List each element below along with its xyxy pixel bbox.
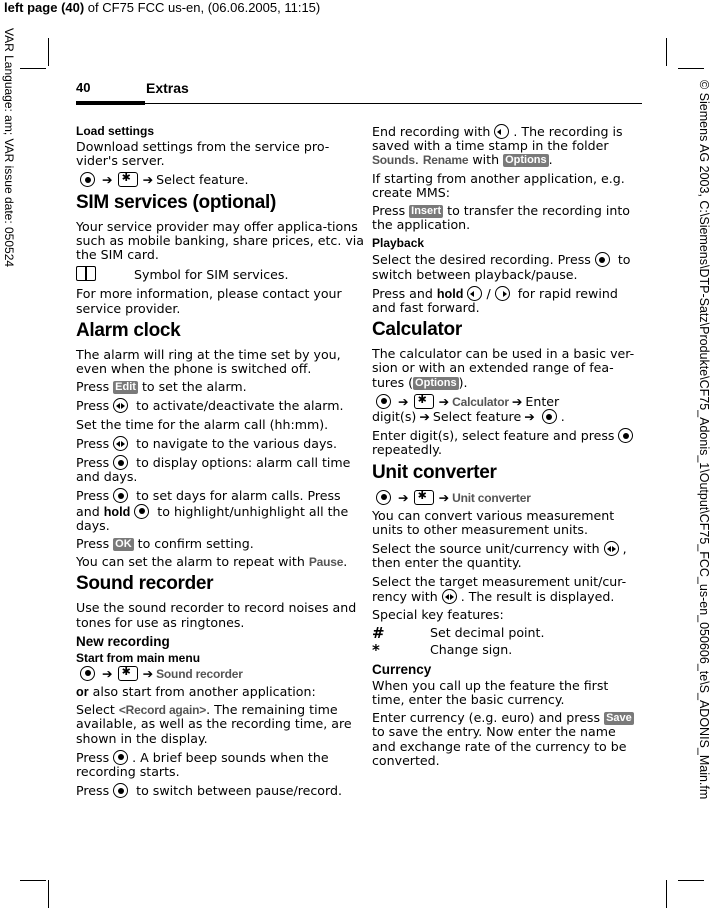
unit-source (372, 541, 640, 570)
alarm-p8-text: You can set the alarm to repeat with (76, 554, 305, 570)
alarm-p1 (76, 380, 366, 394)
joystick-center-icon (618, 428, 633, 443)
menu-extras-icon (414, 490, 434, 505)
alarm-clock-heading: Alarm clock (76, 319, 181, 341)
page-title: Extras (146, 80, 189, 96)
side-note-left-text: VAR Language: am; VAR issue date: 050524 (2, 28, 16, 268)
arrow-icon: ➔ (438, 393, 450, 409)
alarm-p5-pre: Press (76, 455, 110, 471)
sim-card-icon (76, 266, 96, 281)
joystick-center-icon (376, 490, 391, 505)
alarm-p5-post: to display options: alarm call time and days. (76, 455, 351, 485)
alarm-p6 (76, 488, 366, 533)
joystick-left-right-icon (113, 436, 128, 451)
crop-mark (20, 68, 46, 69)
calc-nav-enter: Enter digit(s) (372, 393, 560, 425)
arrow-icon: ➔ (142, 172, 154, 188)
sim-services-heading: SIM services (optional) (76, 191, 277, 213)
alarm-p2-post: to activate/deactivate the alarm. (132, 398, 344, 414)
alarm-p6-post: to set days for alarm calls. Press and (76, 488, 341, 519)
print-header (4, 0, 320, 15)
special-keys: Special key features: (372, 607, 504, 623)
new-recording-heading: New recording (76, 633, 170, 649)
calc-nav: ➔✱ ➔ Calculator ➔ Enter digit(s) ➔ Select feature ➔ . (372, 394, 640, 424)
header-bold: left page (40) (4, 0, 85, 15)
load-settings-heading: Load settings (76, 124, 155, 138)
alarm-p4 (76, 436, 366, 451)
crop-mark (20, 880, 46, 881)
save-key: Save (606, 712, 632, 725)
header-rule-thick (76, 101, 145, 105)
side-note-left (2, 28, 18, 628)
alarm-p7-pre: Press (76, 536, 114, 552)
load-nav-text: Select feature. (156, 172, 249, 188)
sim-symbol-row (76, 266, 366, 284)
end-rec-pre: End recording with (372, 124, 491, 139)
alarm-p1-pre: Press (76, 379, 114, 395)
alarm-text: The alarm will ring at the time set by you, even when the phone is switched off. (76, 346, 341, 377)
sim-more: For more information, please contact your service provider. (76, 286, 342, 316)
edit-key: Edit (115, 381, 136, 394)
arrow-icon: ➔ (438, 489, 450, 505)
press-hold (372, 286, 640, 315)
menu-extras-icon (118, 172, 138, 187)
arrow-icon: ➔ (524, 409, 535, 425)
crop-mark (678, 68, 704, 69)
crop-mark (678, 880, 704, 881)
press-switch-post: to switch between pause/record. (132, 783, 342, 799)
currency-heading: Currency (372, 661, 432, 677)
calc-enter (372, 428, 640, 457)
press-beep-post: . A brief beep sounds when the recording starts. (76, 749, 329, 780)
crop-mark (666, 880, 667, 908)
or-bold: or (76, 685, 89, 700)
header-rule (145, 103, 642, 104)
left-column (76, 124, 366, 803)
load-nav (76, 172, 366, 187)
end-rec-post: . The recording is saved with a time stamp in the folder (372, 124, 623, 154)
hold-label: hold (436, 286, 464, 301)
alarm-p8-end: . (343, 554, 348, 570)
sound-text: Use the sound recorder to record noises and tones for use as ringtones. (76, 600, 357, 630)
arrow-icon: ➔ (398, 489, 409, 505)
header-text: of CF75 FCC us-en, (06.06.2005, 11:15) (84, 0, 321, 15)
feature-row (372, 624, 640, 643)
joystick-center-icon (80, 172, 95, 187)
alarm-p6-pre: Press (76, 488, 110, 504)
options-key: Options (505, 154, 547, 167)
unit-converter-nav-label: Unit converter (452, 490, 531, 505)
arrow-icon: ➔ (419, 409, 430, 425)
select-record (76, 703, 366, 746)
select-post: . The remaining time available, as well as the recording time, are shown in the display. (76, 702, 352, 746)
unit-source-pre: Select the source unit/currency with (372, 541, 600, 557)
currency-enter (372, 711, 640, 768)
load-settings-text: Download settings from the service pro-vider's server. (76, 139, 330, 169)
crop-mark (666, 38, 667, 66)
calculator-nav-label: Calculator (452, 394, 509, 409)
side-note-right (697, 80, 713, 910)
press-switch (76, 783, 366, 798)
joystick-center-icon (542, 409, 557, 424)
alarm-p2 (76, 398, 366, 413)
alarm-p7 (76, 537, 366, 551)
ok-key: OK (115, 538, 132, 551)
sounds-dot: . (414, 152, 419, 168)
joystick-center-icon (113, 783, 128, 798)
joystick-center-icon (134, 504, 149, 519)
joystick-center-icon (80, 666, 95, 681)
press-hold-post: for rapid rewind and fast forward. (372, 285, 618, 316)
unit-source-post: , then enter the quantity. (372, 541, 627, 571)
currency-enter-post: to save the entry. Now enter the name and exchange rate of the currency to be converted. (372, 724, 627, 768)
arrow-icon: ➔ (142, 665, 154, 681)
side-note-right-text: © Siemens AG 2003, C:\Siemens\DTP-Satz\Produkte\CF75_Adonis_1\Output\CF75_FCC_us-en_050606_te\S_ADONIS_Main.fm (697, 80, 711, 800)
calc-nav-select: Select feature (432, 409, 522, 425)
calculator-heading: Calculator (372, 319, 462, 341)
sounds-label: Sounds (372, 153, 415, 168)
select-pre: Select (76, 702, 119, 718)
calc-enter-post: repeatedly. (372, 442, 442, 458)
page-number: 40 (76, 80, 91, 95)
joystick-right-icon (495, 286, 510, 301)
right-column (372, 124, 640, 772)
calc-text-end: ). (458, 374, 468, 390)
end-period: . (548, 152, 553, 168)
playback-post: to switch between playback/pause. (372, 252, 631, 282)
arrow-icon: ➔ (398, 393, 409, 409)
sound-recorder-heading: Sound recorder (76, 573, 214, 595)
sound-nav-label: Sound recorder (156, 666, 243, 681)
joystick-center-icon (595, 252, 610, 267)
menu-extras-icon (414, 394, 434, 409)
end-recording (372, 124, 640, 168)
joystick-left-icon (467, 286, 482, 301)
arrow-icon: ➔ (511, 393, 523, 409)
currency-enter-pre: Enter currency (e.g. euro) and press (372, 710, 605, 726)
calc-text (372, 347, 640, 390)
press-hold-pre: Press and (372, 285, 437, 301)
calc-text-body: The calculator can be used in a basic ver-sion or with an extended range of fea-tures ( (372, 346, 635, 390)
joystick-center-icon (376, 394, 391, 409)
press-beep (76, 750, 366, 779)
alarm-p3: Set the time for the alarm call (hh:mm). (76, 416, 329, 432)
alarm-p1-post: to set the alarm. (137, 379, 247, 395)
alarm-p7-post: to confirm setting. (133, 536, 254, 552)
unit-target (372, 575, 640, 604)
or-text (76, 685, 366, 699)
insert-key: Insert (411, 205, 442, 218)
options-key: Options (415, 376, 457, 389)
alarm-p2-pre: Press (76, 398, 110, 414)
arrow-icon: ➔ (102, 665, 113, 681)
joystick-left-icon (494, 124, 509, 139)
feature-text: Change sign. (430, 642, 513, 658)
slash: / (486, 285, 491, 301)
joystick-left-right-icon (113, 398, 128, 413)
hold-label: hold (103, 504, 131, 519)
record-again-label: <Record again> (118, 703, 207, 718)
arrow-icon: ➔ (102, 172, 113, 188)
unit-text: You can convert various measurement units to other measurement units. (372, 507, 615, 538)
star-key-symbol: * (372, 641, 380, 660)
joystick-center-icon (113, 455, 128, 470)
crop-mark (48, 38, 49, 66)
sim-symbol-text: Symbol for SIM services. (134, 267, 289, 283)
playback-pre: Select the desired recording. Press (372, 252, 591, 268)
unit-converter-heading: Unit converter (372, 461, 497, 483)
sound-nav (76, 666, 366, 681)
currency-text: When you call up the feature the first time, enter the basic currency. (372, 677, 609, 707)
with-text: with (468, 152, 504, 168)
press-insert-pre: Press (372, 203, 410, 219)
unit-target-pre: Select the target measurement unit/cur-rency with (372, 573, 627, 604)
joystick-center-icon (113, 750, 128, 765)
if-start: If starting from another application, e.g. create MMS: (372, 170, 625, 200)
alarm-p6-end: to highlight/unhighlight all the days. (76, 503, 349, 533)
press-insert-post: to transfer the recording into the application. (372, 203, 631, 233)
sim-text: Your service provider may offer applica-tions such as mobile banking, share prices, etc. via the SIM card. (76, 218, 365, 263)
playback-text (372, 252, 640, 281)
joystick-left-right-icon (604, 541, 619, 556)
press-switch-pre: Press (76, 783, 110, 799)
menu-extras-icon (118, 666, 138, 681)
hash-key-symbol: # (372, 624, 385, 643)
pause-label: Pause (308, 555, 344, 570)
rename-label: Rename (422, 153, 469, 168)
alarm-p4-post: to navigate to the various days. (132, 435, 338, 451)
alarm-p5 (76, 455, 366, 484)
alarm-p4-pre: Press (76, 435, 110, 451)
press-insert (372, 204, 640, 232)
joystick-left-right-icon (442, 589, 457, 604)
unit-target-post: . The result is displayed. (460, 588, 615, 604)
calc-enter-pre: Enter digit(s), select feature and press (372, 428, 615, 444)
feature-text: Set decimal point. (430, 625, 545, 641)
or-text-rest: also start from another application: (88, 684, 316, 700)
start-main-menu: Start from main menu (76, 650, 201, 665)
alarm-p8 (76, 555, 366, 569)
playback-heading: Playback (372, 236, 425, 251)
crop-mark (48, 880, 49, 908)
unit-nav (372, 490, 640, 505)
press-beep-pre: Press (76, 749, 110, 765)
joystick-center-icon (113, 488, 128, 503)
feature-row (372, 641, 640, 660)
